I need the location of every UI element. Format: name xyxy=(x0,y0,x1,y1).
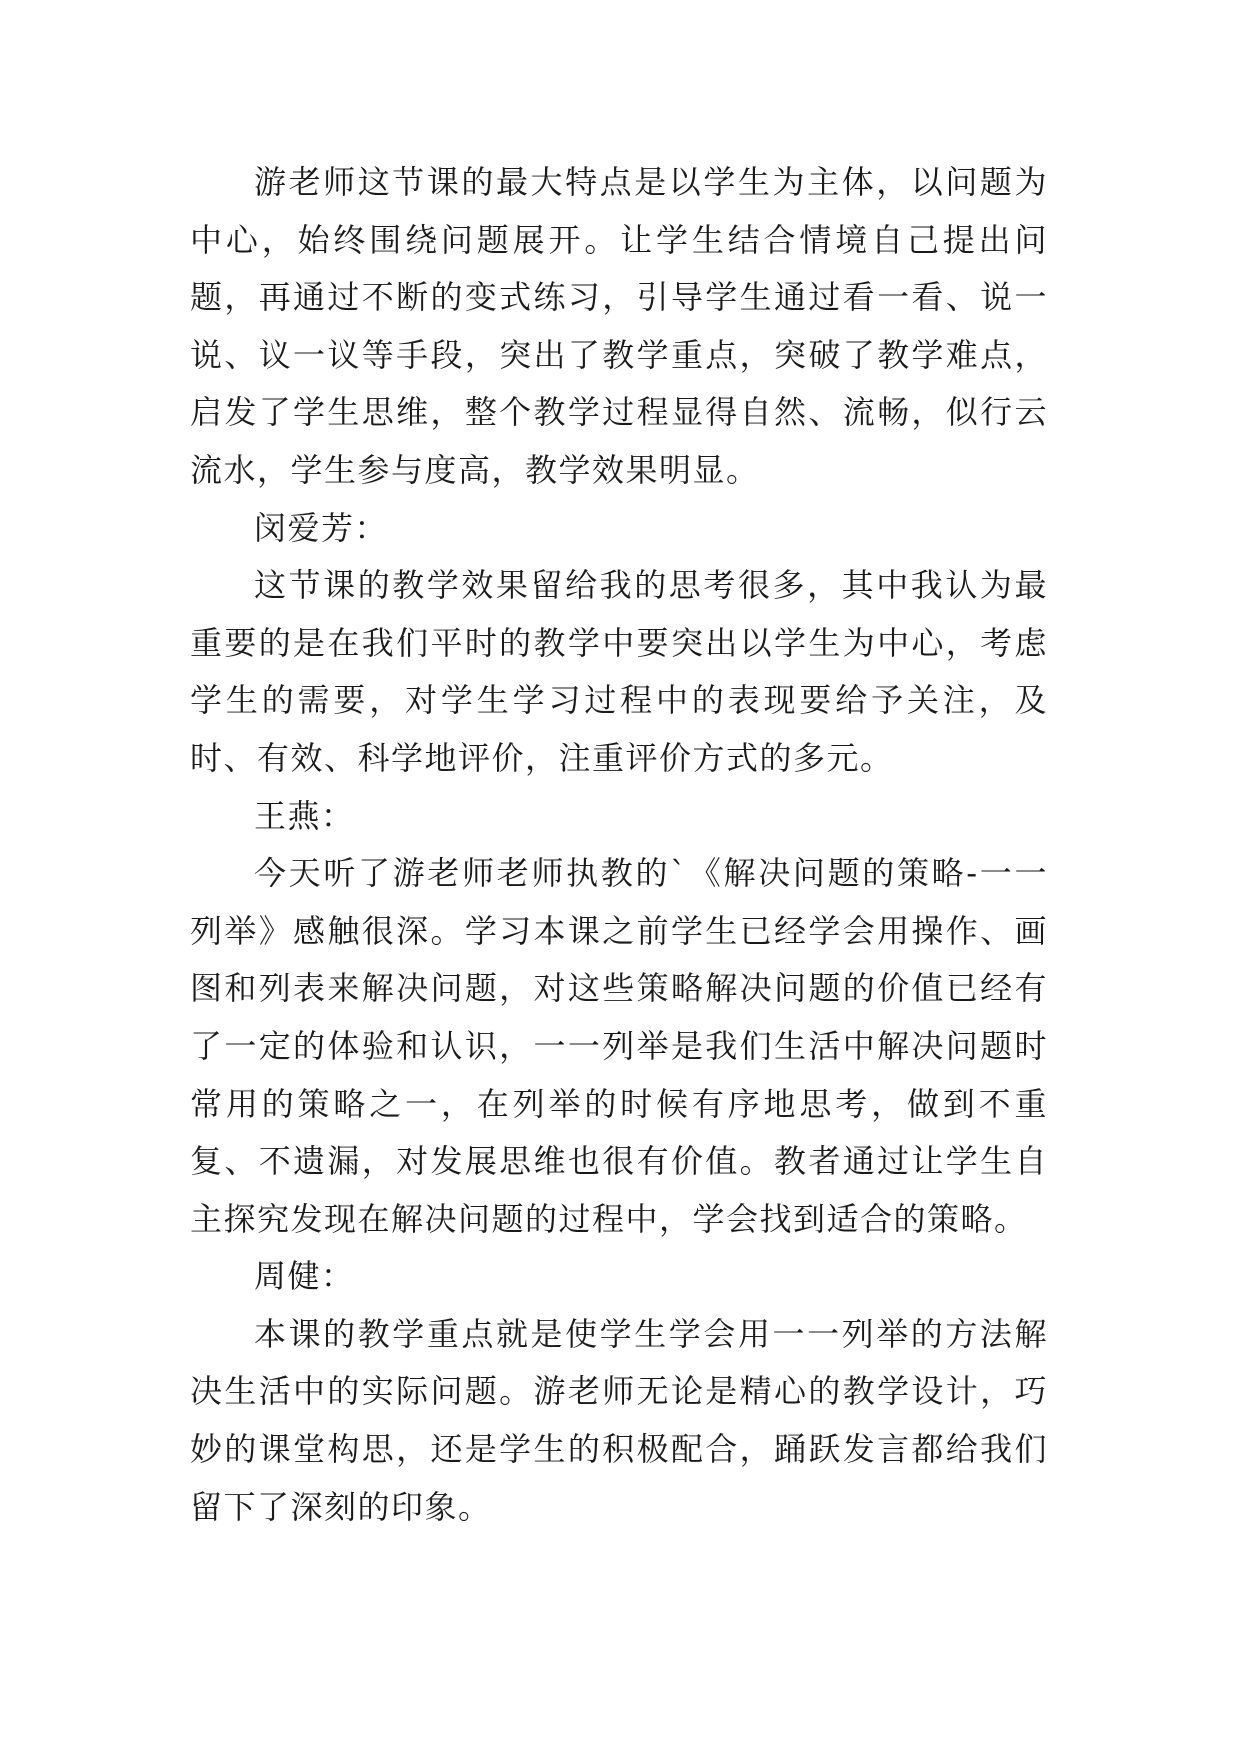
paragraph-comment: 今天听了游老师老师执教的`《解决问题的策略-一一列举》感触很深。学习本课之前学生已经学会用操作、画图和列表来解决问题，对这些策略解决问题的价值已经有了一定的体验和认识，一一列举是我们生活中解决问题时常用的策略之一，在列举的时候有序地思考，做到不重复、不遗漏，对发展思维也很有价值。教者通过让学生自主探究发现在解决问题的过程中，学会找到适合的策略。 xyxy=(190,854,1048,1238)
paragraph-comment: 这节课的教学效果留给我的思考很多，其中我认为最重要的是在我们平时的教学中要突出以学生为中心，考虑学生的需要，对学生学习过程中的表现要给予关注，及时、有效、科学地评价，注重评价方式的多元。 xyxy=(190,566,1048,777)
speaker-name: 王燕： xyxy=(254,796,355,835)
speaker-name: 闵爱芳： xyxy=(254,508,389,547)
paragraph-summary: 游老师这节课的最大特点是以学生为主体，以问题为中心，始终围绕问题展开。让学生结合情境自己提出问题，再通过不断的变式练习，引导学生通过看一看、说一说、议一议等手段，突出了教学重点，突破了教学难点，启发了学生思维，整个教学过程显得自然、流畅，似行云流水，学生参与度高，教学效果明显。 xyxy=(190,163,1048,489)
speaker-name: 周健： xyxy=(254,1257,355,1296)
paragraph-comment: 本课的教学重点就是使学生学会用一一列举的方法解决生活中的实际问题。游老师无论是精心的教学设计，巧妙的课堂构思，还是学生的积极配合，踊跃发言都给我们留下了深刻的印象。 xyxy=(190,1314,1048,1526)
document-body xyxy=(190,154,1048,1536)
